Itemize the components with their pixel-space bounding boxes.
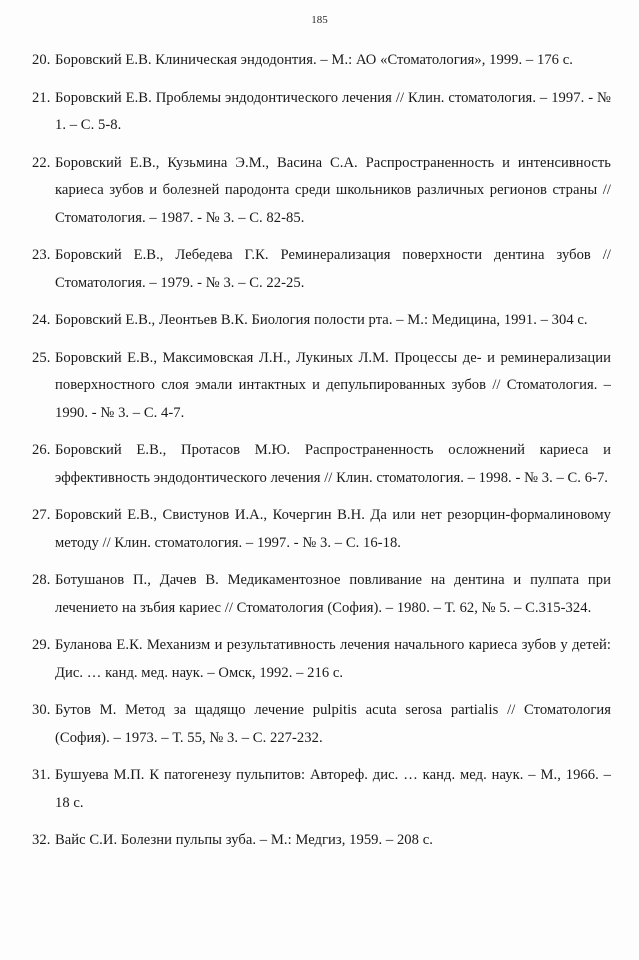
reference-item [34, 307, 611, 335]
reference-number: 22. [32, 154, 51, 171]
reference-number: 20. [32, 52, 51, 68]
reference-item [34, 502, 611, 557]
reference-text: Боровский Е.В., Максимовская Л.Н., Лукиных Л.М. Процессы де- и реминерализации поверхностного слоя эмали интактных и депульпированных зубов // Стоматология. – 1990. - № 3. – С. 4-7. [55, 349, 611, 421]
reference-text: Боровский Е.В., Кузьмина Э.М., Васина С.А. Распространенность и интенсивность кариеса зубов и болезней пародонта среди школьников различных регионов страны // Стоматология. – 1987. - № 3. – С. 82-85. [55, 154, 611, 226]
reference-number: 29. [32, 637, 51, 653]
reference-number: 32. [32, 832, 51, 848]
reference-number: 26. [32, 442, 51, 458]
reference-text: Бушуева М.П. К патогенезу пульпитов: Автореф. дис. … канд. мед. наук. – М., 1966. – 18 с. [55, 767, 611, 811]
page-number: 185 [311, 14, 328, 26]
reference-text: Боровский Е.В. Проблемы эндодонтического лечения // Клин. стоматология. – 1997. - № 1. – С. 5-8. [55, 89, 611, 133]
reference-item [34, 150, 611, 233]
reference-item [34, 762, 611, 817]
reference-text: Боровский Е.В., Лебедева Г.К. Реминерализация поверхности дентина зубов // Стоматология. – 1979. - № 3. – С. 22-25. [55, 247, 611, 291]
reference-item [34, 437, 611, 492]
reference-number: 30. [32, 702, 51, 718]
reference-text: Боровский Е.В., Леонтьев В.К. Биология полости рта. – М.: Медицина, 1991. – 304 с. [55, 312, 588, 328]
reference-item [34, 47, 611, 75]
reference-number: 28. [32, 572, 51, 588]
reference-list [34, 47, 611, 865]
reference-item [34, 567, 611, 622]
reference-number: 21. [32, 89, 51, 106]
reference-text: Боровский Е.В., Протасов М.Ю. Распространенность осложнений кариеса и эффективность эндодонтического лечения // Клин. стоматология. – 1998. - № 3. – С. 6-7. [55, 442, 611, 486]
reference-number: 25. [32, 349, 51, 366]
reference-item [34, 345, 611, 428]
reference-number: 31. [32, 767, 51, 783]
reference-number: 24. [32, 312, 51, 328]
reference-item [34, 697, 611, 752]
reference-text: Бутов М. Метод за щадящо лечение pulpitis acuta serosa partialis // Стоматология (София). – 1973. – Т. 55, № 3. – С. 227-232. [55, 702, 611, 746]
reference-number: 23. [32, 247, 51, 263]
reference-text: Боровский Е.В., Свистунов И.А., Кочергин В.Н. Да или нет резорцин-формалиновому методу // Клин. стоматология. – 1997. - № 3. – С. 16-18. [55, 507, 611, 551]
reference-item [34, 85, 611, 140]
reference-text: Буланова Е.К. Механизм и результативность лечения начального кариеса зубов у детей: Дис. … канд. мед. наук. – Омск, 1992. – 216 с. [55, 637, 611, 681]
reference-number: 27. [32, 507, 51, 523]
reference-text: Ботушанов П., Дачев В. Медикаментозное повливание на дентина и пулпата при лечението на зъбия кариес // Стоматология (София). – 1980. – Т. 62, № 5. – С.315-324. [55, 572, 611, 616]
reference-text: Боровский Е.В. Клиническая эндодонтия. – М.: АО «Стоматология», 1999. – 176 с. [55, 52, 573, 68]
reference-text: Вайс С.И. Болезни пульпы зуба. – М.: Медгиз, 1959. – 208 с. [55, 832, 433, 848]
reference-item [34, 632, 611, 687]
reference-item [34, 242, 611, 297]
reference-item [34, 827, 611, 855]
